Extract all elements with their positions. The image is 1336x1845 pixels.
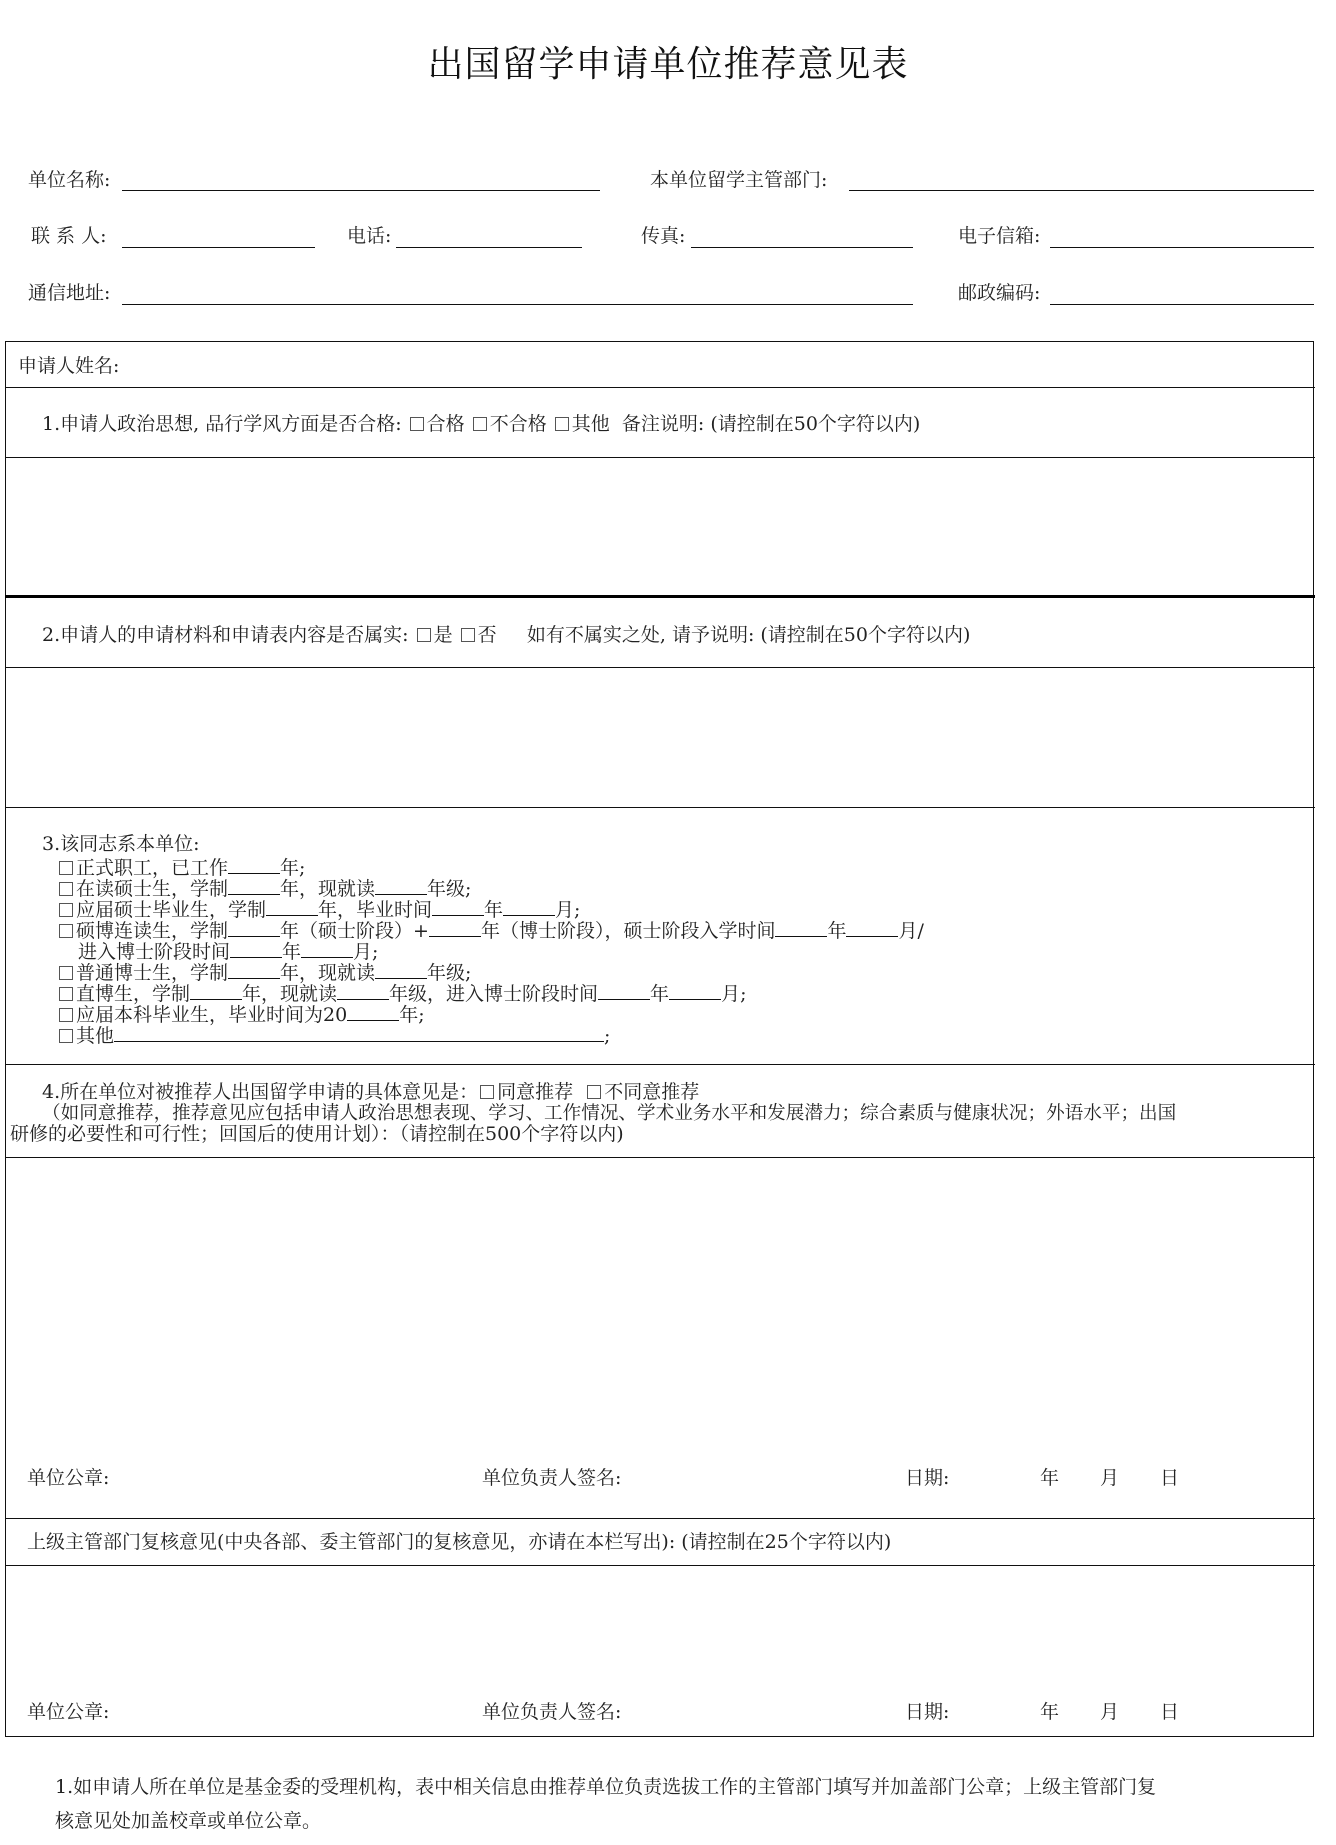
unit-name-label: 单位名称: xyxy=(28,169,111,191)
section4-question: 4.所在单位对被推荐人出国留学申请的具体意见是： 同意推荐 不同意推荐 xyxy=(42,1081,700,1103)
dept-label: 本单位留学主管部门: xyxy=(650,169,828,191)
form-title: 出国留学申请单位推荐意见表 xyxy=(427,44,909,85)
section1-prefix: 1.申请人政治思想, 品行学风方面是否合格: xyxy=(42,413,402,435)
postcode-label: 邮政编码: xyxy=(958,282,1041,304)
review-date-label: 日期: xyxy=(905,1701,950,1723)
review-label: 上级主管部门复核意见(中央各部、委主管部门的复核意见，亦请在本栏写出): (请控制在25个字符以内) xyxy=(27,1531,892,1553)
address-field[interactable] xyxy=(122,304,913,305)
review-date-year: 年 xyxy=(1040,1701,1060,1723)
status-phd-student: 普通博士生，学制 年，现就读 年级; xyxy=(57,960,471,984)
postcode-field[interactable] xyxy=(1050,304,1314,305)
row-divider xyxy=(5,807,1315,808)
unit-seal-label: 单位公章: xyxy=(27,1467,110,1489)
section4-opinion-area[interactable] xyxy=(7,1160,1313,1460)
option-disagree: 不同意推荐 xyxy=(604,1081,700,1103)
section2-question xyxy=(42,623,970,647)
option-qualified: 合格 xyxy=(426,413,465,435)
checkbox-direct-phd[interactable] xyxy=(59,987,73,1001)
date-month: 月 xyxy=(1100,1467,1120,1489)
contact-label: 联 系 人: xyxy=(31,225,107,247)
section1-remarks-area[interactable] xyxy=(7,460,1313,594)
phone-field[interactable] xyxy=(396,247,582,248)
section2-prefix: 2.申请人的申请材料和申请表内容是否属实: xyxy=(42,624,409,646)
checkbox-phd-student[interactable] xyxy=(59,966,73,980)
checkbox-master-student[interactable] xyxy=(59,882,73,896)
row-divider xyxy=(5,1064,1315,1065)
status-other: 其他 ; xyxy=(57,1023,610,1047)
address-label: 通信地址: xyxy=(28,282,111,304)
section4-note-line1: （如同意推荐，推荐意见应包括申请人政治思想表现、学习、工作情况、学术业务水平和发展潜力；综合素质与健康状况；外语水平；出国 xyxy=(42,1103,1177,1124)
section1-question xyxy=(42,412,920,436)
row-divider xyxy=(5,667,1315,668)
review-signer-label: 单位负责人签名: xyxy=(482,1701,622,1723)
status-master-student: 在读硕士生，学制 年，现就读 年级; xyxy=(57,876,471,900)
status-direct-phd: 直博生，学制 年，现就读 年级，进入博士阶段时间 年 月; xyxy=(57,981,746,1005)
checkbox-master-graduate[interactable] xyxy=(59,903,73,917)
section1-note: 备注说明: (请控制在50个字符以内) xyxy=(621,413,921,435)
review-seal-label: 单位公章: xyxy=(27,1701,110,1723)
footnote-line2: 核意见处加盖校章或单位公章。 xyxy=(55,1810,322,1832)
row-divider xyxy=(5,595,1315,598)
other-status-blank[interactable] xyxy=(114,1023,604,1042)
checkbox-other-status[interactable] xyxy=(59,1029,73,1043)
date-day: 日 xyxy=(1160,1467,1180,1489)
date-year: 年 xyxy=(1040,1467,1060,1489)
fax-field[interactable] xyxy=(691,247,913,248)
section3-heading: 3.该同志系本单位: xyxy=(42,833,200,855)
signer-label: 单位负责人签名: xyxy=(482,1467,622,1489)
row-divider xyxy=(5,1565,1315,1566)
checkbox-master-phd-combined[interactable] xyxy=(59,924,73,938)
option-unqualified: 不合格 xyxy=(489,413,547,435)
checkbox-undergrad-graduate[interactable] xyxy=(59,1008,73,1022)
fax-label: 传真: xyxy=(641,225,686,247)
review-opinion-area[interactable] xyxy=(7,1568,1313,1688)
email-label: 电子信箱: xyxy=(958,225,1041,247)
status-master-phd-combined-cont: 进入博士阶段时间 年 月; xyxy=(78,941,379,963)
option-agree: 同意推荐 xyxy=(497,1081,574,1103)
email-field[interactable] xyxy=(1050,247,1314,248)
row-divider xyxy=(5,1518,1315,1519)
footnote-line1: 1.如申请人所在单位是基金委的受理机构，表中相关信息由推荐单位负责选拔工作的主管部门填写并加盖部门公章；上级主管部门复 xyxy=(55,1776,1157,1798)
row-divider xyxy=(5,457,1315,458)
unit-name-field[interactable] xyxy=(122,190,600,191)
section4-note-line2: 研修的必要性和可行性；回国后的使用计划）：（请控制在500个字符以内) xyxy=(10,1123,624,1145)
dept-field[interactable] xyxy=(849,190,1314,191)
status-master-graduate: 应届硕士毕业生，学制 年，毕业时间 年 月; xyxy=(57,897,580,921)
option-false: 否 xyxy=(477,624,497,646)
status-undergrad-graduate: 应届本科毕业生，毕业时间为20 年; xyxy=(57,1002,425,1026)
section2-note: 如有不属实之处, 请予说明: (请控制在50个字符以内) xyxy=(526,624,971,646)
status-master-phd-combined: 硕博连读生，学制 年（硕士阶段）+ 年（博士阶段），硕士阶段入学时间 年 月/ xyxy=(57,918,924,942)
review-date-month: 月 xyxy=(1100,1701,1120,1723)
checkbox-formal-employee[interactable] xyxy=(59,861,73,875)
checkbox-false[interactable] xyxy=(461,628,475,642)
contact-field[interactable] xyxy=(122,247,315,248)
checkbox-qualified[interactable] xyxy=(410,417,424,431)
checkbox-agree[interactable] xyxy=(480,1085,494,1099)
option-other: 其他 xyxy=(571,413,610,435)
checkbox-disagree[interactable] xyxy=(587,1085,601,1099)
row-divider xyxy=(5,1157,1315,1158)
status-formal-employee: 正式职工，已工作 年; xyxy=(57,855,305,879)
option-true: 是 xyxy=(433,624,453,646)
phone-label: 电话: xyxy=(347,225,392,247)
checkbox-unqualified[interactable] xyxy=(473,417,487,431)
applicant-name-label: 申请人姓名: xyxy=(18,355,120,377)
date-label: 日期: xyxy=(905,1467,950,1489)
checkbox-true[interactable] xyxy=(417,628,431,642)
review-date-day: 日 xyxy=(1160,1701,1180,1723)
section2-explanation-area[interactable] xyxy=(7,670,1313,806)
checkbox-other[interactable] xyxy=(555,417,569,431)
years-worked-blank[interactable] xyxy=(228,855,280,874)
row-divider xyxy=(5,387,1315,388)
